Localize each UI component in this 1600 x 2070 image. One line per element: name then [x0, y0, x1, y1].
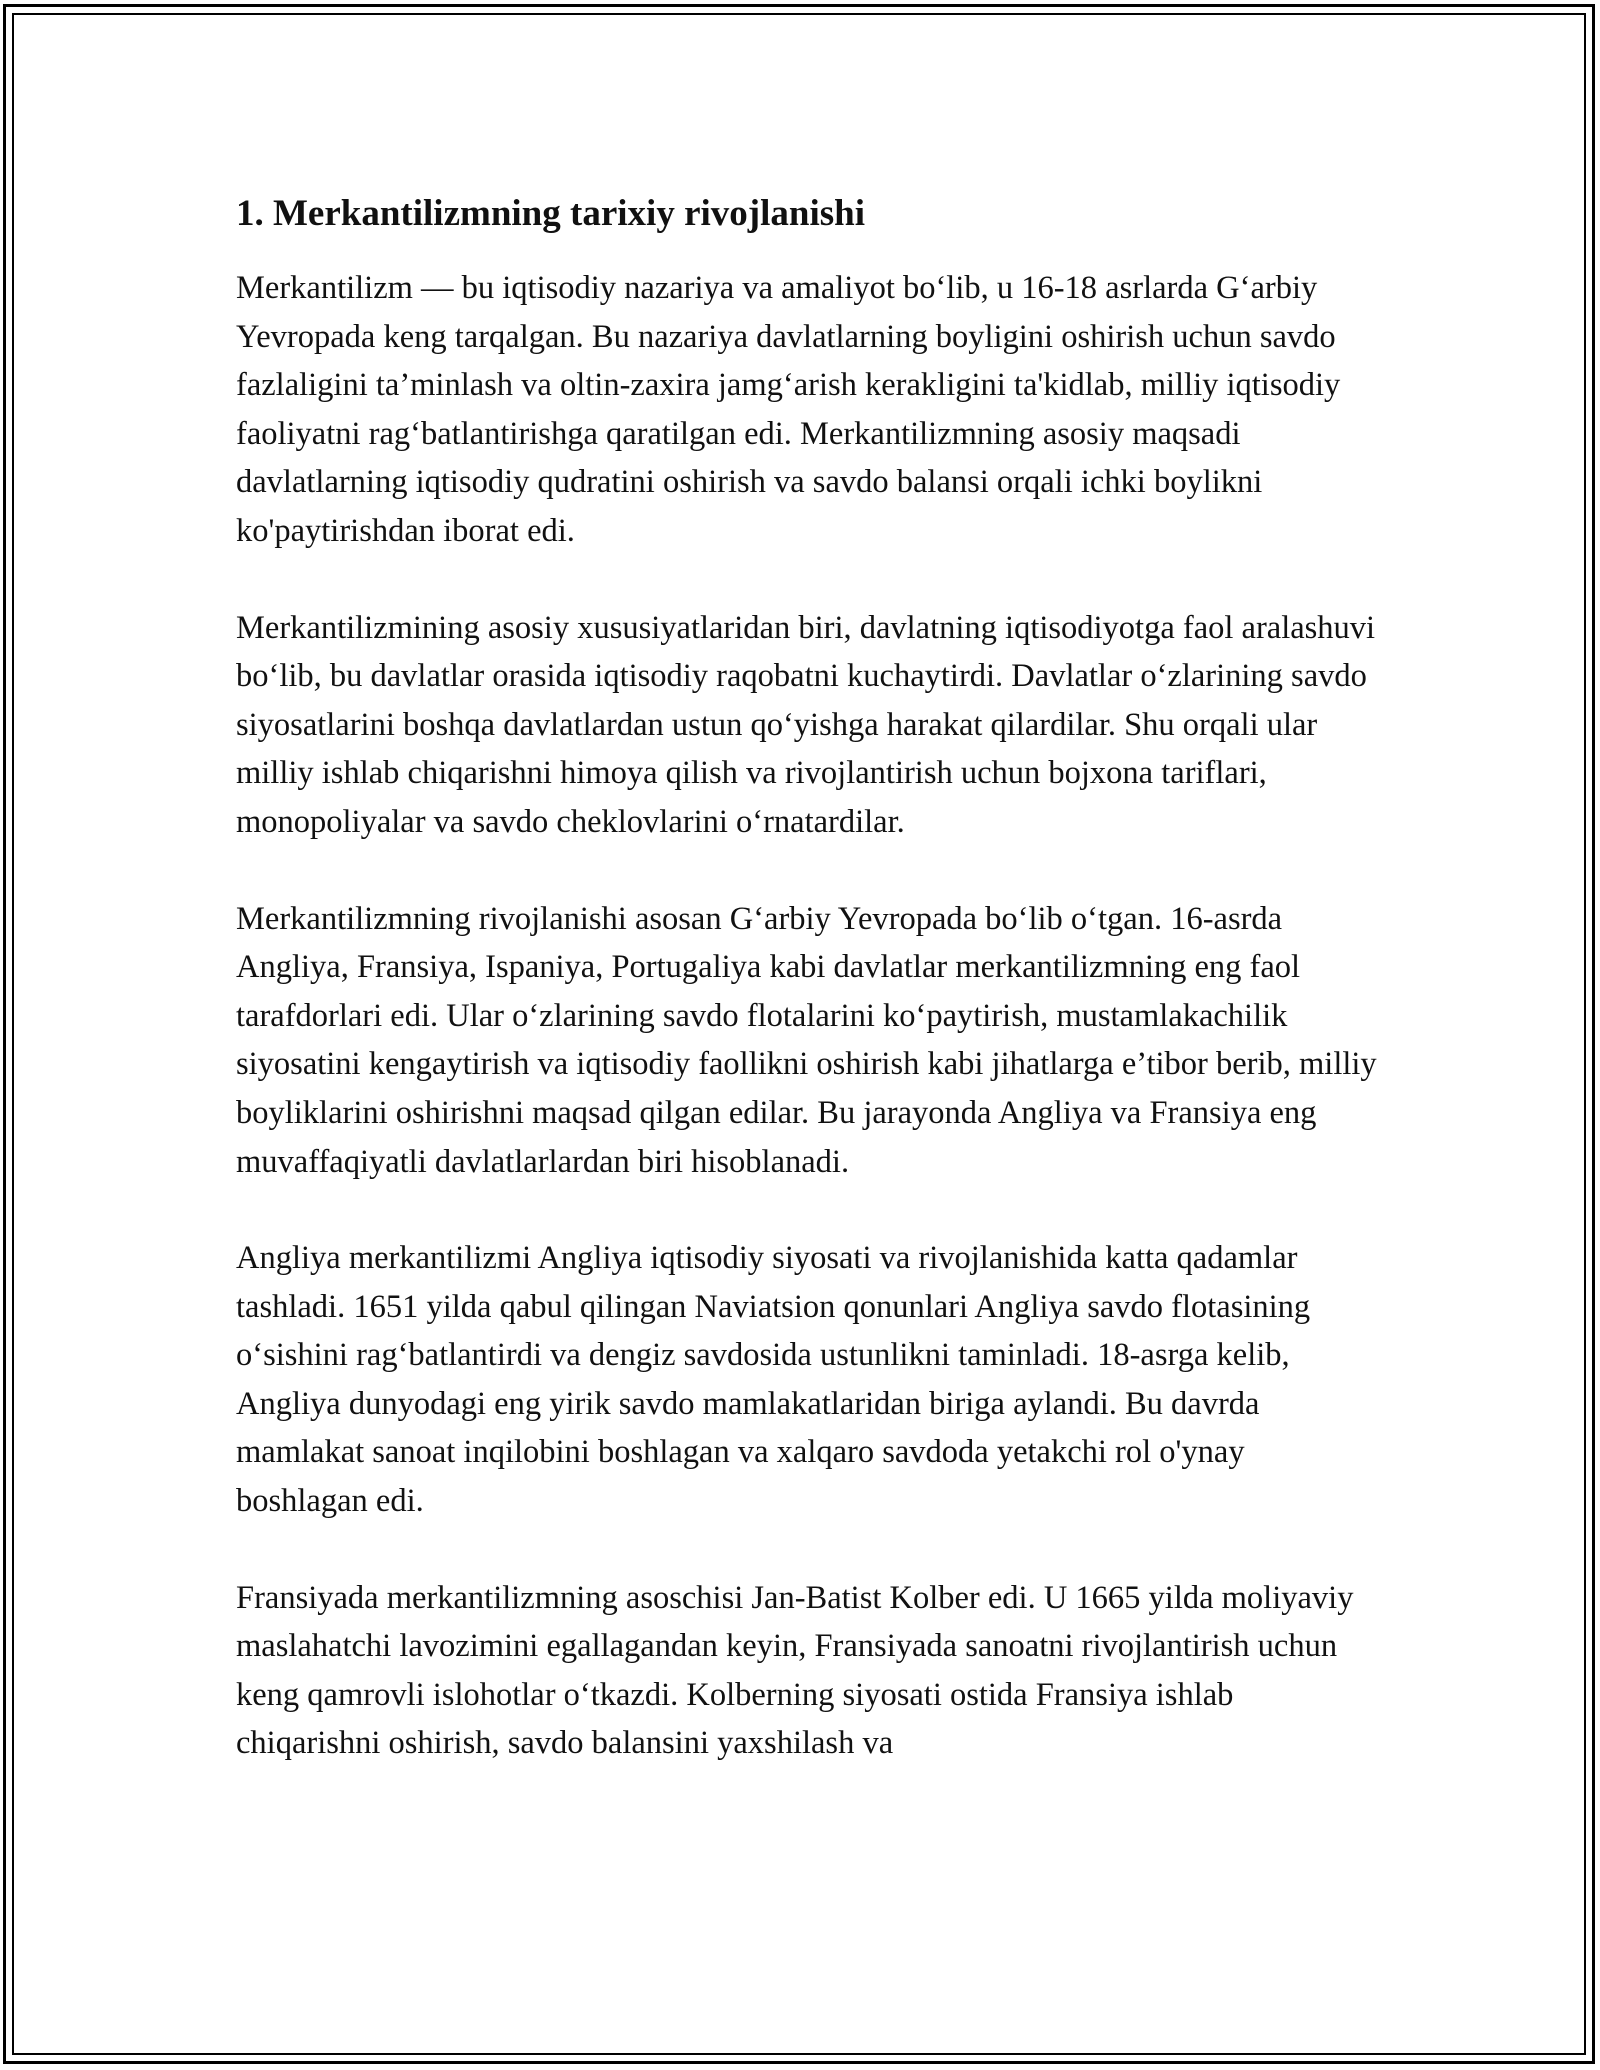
section-heading: 1. Merkantilizmning tarixiy rivojlanishi — [236, 193, 865, 234]
paragraph-5: Fransiyada merkantilizmning asoschisi Jan-Batist Kolber edi. U 1665 yilda moliyaviy maslahatchi lavozimini egallagandan keyin, Fransiyada sanoatni rivojlantirish uchun keng qamrovli islohotlar o‘tkazdi. Kolberning siyosati ostida Fransiya ishlab chiqarishni oshirish, savdo balansini yaxshilash va — [236, 1579, 1354, 1762]
paragraph-4: Angliya merkantilizmi Angliya iqtisodiy siyosati va rivojlanishida katta qadamlar tashladi. 1651 yilda qabul qilingan Naviatsion qonunlari Angliya savdo flotasining o‘sishini rag‘batlantirdi va dengiz savdosida ustunlikni taminladi. 18-asrga kelib, Angliya dunyodagi eng yirik savdo mamlakatlaridan biriga aylandi. Bu davrda mamlakat sanoat inqilobini boshlagan va xalqaro savdoda yetakchi rol o'ynay boshlagan edi. — [236, 1240, 1311, 1520]
document-body — [236, 188, 1381, 1816]
paragraph-2: Merkantilizmining asosiy xususiyatlaridan biri, davlatning iqtisodiyotga faol aralashuvi bo‘lib, bu davlatlar orasida iqtisodiy raqobatni kuchaytirdi. Davlatlar o‘zlarining savdo siyosatlarini boshqa davlatlardan ustun qo‘yishga harakat qilardilar. Shu orqali ular milliy ishlab chiqarishni himoya qilish va rivojlantirish uchun bojxona tariflari, monopoliyalar va savdo cheklovlarini o‘rnatardilar. — [236, 609, 1376, 840]
paragraph-3: Merkantilizmning rivojlanishi asosan G‘arbiy Yevropada bo‘lib o‘tgan. 16-asrda Angliya, Fransiya, Ispaniya, Portugaliya kabi davlatlar merkantilizmning eng faol tarafdorlari edi. Ular o‘zlarining savdo flotalarini ko‘paytirish, mustamlakachilik siyosatini kengaytirish va iqtisodiy faollikni oshirish kabi jihatlarga e’tibor berib, milliy boyliklarini oshirishni maqsad qilgan edilar. Bu jarayonda Angliya va Fransiya eng muvaffaqiyatli davlatlarlardan biri hisoblanadi. — [236, 900, 1377, 1180]
paragraph-1: Merkantilizm — bu iqtisodiy nazariya va amaliyot bo‘lib, u 16-18 asrlarda G‘arbiy Yevropada keng tarqalgan. Bu nazariya davlatlarning boyligini oshirish uchun savdo fazlaligini ta’minlash va oltin-zaxira jamg‘arish kerakligini ta'kidlab, milliy iqtisodiy faoliyatni rag‘batlantirishga qaratilgan edi. Merkantilizmning asosiy maqsadi davlatlarning iqtisodiy qudratini oshirish va savdo balansi orqali ichki boylikni ko'paytirishdan iborat edi. — [236, 270, 1341, 549]
